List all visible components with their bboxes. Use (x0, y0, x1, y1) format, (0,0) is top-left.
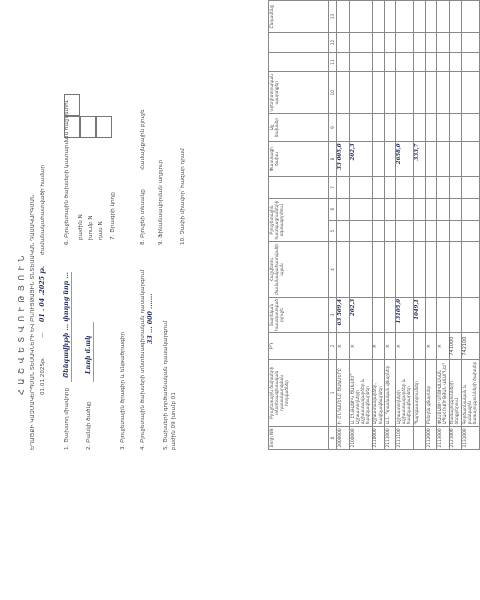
row-cell (337, 198, 350, 220)
row-cell (350, 198, 373, 220)
row-cell (337, 72, 350, 114)
row-cell (449, 33, 461, 53)
row-cell (437, 72, 449, 114)
row-cell (426, 1, 437, 33)
row-cell (426, 242, 437, 297)
table-row (337, 1, 350, 450)
row-cell (350, 72, 373, 114)
row-cell (437, 33, 449, 53)
row-bd: × (437, 333, 449, 360)
row-plan (449, 297, 461, 333)
row-cell (372, 242, 384, 297)
row-fact (437, 142, 449, 177)
row-cell (449, 114, 461, 142)
row-code: 2112000 (426, 426, 437, 449)
field-2-label: 2. Բանկի ծածկը (86, 401, 92, 450)
field-4-value: 33 ․․․ 000 ․․․․․․․ (147, 293, 154, 344)
row-cell (462, 33, 480, 53)
col-num: 1 (329, 359, 337, 426)
expense-table (268, 0, 480, 450)
period-suffix: ժամանակահատվածի համար (40, 165, 46, 255)
column-numbers-row (329, 1, 337, 450)
row-code: 2110000 (372, 426, 384, 449)
row-cell (396, 52, 414, 72)
code-box-3 (96, 116, 112, 138)
row-cell (385, 52, 396, 72)
header-total: Ընդամենը (269, 1, 329, 33)
row-code (414, 426, 426, 449)
header-plan: Տարեկան հաստատված բյուջե (269, 297, 329, 333)
period-sep: — (40, 332, 46, 338)
row-cell (372, 1, 384, 33)
row-cell (437, 177, 449, 199)
col-num: 10 (329, 72, 337, 114)
header-empty-1 (269, 177, 329, 199)
row-fact: 33 005,0 (337, 142, 350, 177)
table-header-row (269, 1, 329, 450)
row-cell (372, 177, 384, 199)
row-cell (396, 242, 414, 297)
row-cell (414, 220, 426, 242)
header-fact: Փաստացի ծախս (269, 142, 329, 177)
row-name: Գործառնական և բանկային ծառայությունների ծախսեր (462, 359, 480, 426)
header-other: Այլ ծախսեր (269, 114, 329, 142)
col-num: 0 (329, 426, 337, 449)
row-cell (350, 242, 373, 297)
row-bd: 741000 (449, 333, 461, 360)
row-cell (385, 242, 396, 297)
row-bd: 742100 (462, 333, 480, 360)
row-bd: × (372, 333, 384, 360)
row-cell (449, 177, 461, 199)
row-cell (426, 52, 437, 72)
row-name: ՓԱՍՏԱՑԻ ՍՈՑԻԱԼԱԿԱՆ ԱՊԱՀՈՎՈՒԹՅԱՆ ՎՃԱՐՆԵՐ (437, 359, 449, 426)
header-bd: ԲԴ (269, 333, 329, 360)
row-name: Ծառայությունների ձեռքբերում (449, 359, 461, 426)
row-cell (385, 177, 396, 199)
row-cell (396, 114, 414, 142)
row-cell (414, 198, 426, 220)
row-cell (372, 198, 384, 220)
row-cell (337, 114, 350, 142)
row-plan: 1049,1 (414, 297, 426, 333)
table-row (372, 1, 384, 450)
col-num: 7 (329, 177, 337, 199)
row-fact (426, 142, 437, 177)
row-code: 2121000 (449, 426, 461, 449)
field-1-underline (71, 272, 72, 382)
field-1-value: Շենգավիթի ․․․ փողոց նոր ․․․ (63, 272, 70, 378)
row-cell (372, 52, 384, 72)
field-6-item-3: դաս N (98, 221, 104, 240)
row-plan (372, 297, 384, 333)
row-cell (385, 72, 396, 114)
header-name: Բյուջետային ծախսերի տնտեսագիտական դասակարգման հոդվածներ (269, 359, 329, 426)
field-5-label: 5. Ծախսերի գործառնական դասակարգում (163, 320, 169, 450)
row-cell (350, 1, 373, 33)
field-6-item-2: խումբ N (88, 215, 94, 240)
row-cell (462, 72, 480, 114)
row-cell (437, 1, 449, 33)
table-row (396, 1, 414, 450)
row-cell (337, 1, 350, 33)
row-cell (414, 242, 426, 297)
field-1-label: 1. Ծախսող միավորը (64, 387, 70, 450)
row-cell (462, 242, 480, 297)
row-name: Բնեղեն վճարներ (426, 359, 437, 426)
row-cell (350, 177, 373, 199)
row-cell (426, 177, 437, 199)
row-cell (385, 198, 396, 220)
field-3-label: 3. Բյուջետային ծրագիր և ենթածրագիր (120, 332, 126, 450)
row-cell (396, 220, 414, 242)
row-plan (437, 297, 449, 333)
row-cell (449, 220, 461, 242)
field-7-label: 7. Ծրագրի կոդը (110, 192, 116, 240)
form-subtitle: ԵՂԱԾՔԻ ԿԱԶՄԱԿԵՐՊՄԱՆ ՏԵՍԱԿՆԵՐԻ ԵՎ ԲՆՈՒՅԹԱՅԻՆ ՏՆՏԵՍԱԿԱՆ ԴԱՍԱԿԱՐԳՄԱՆ (30, 194, 36, 450)
row-cell (414, 52, 426, 72)
row-cell (449, 1, 461, 33)
field-5-value: բաժին 09 խումբ 01 (171, 392, 177, 450)
row-cell (372, 220, 384, 242)
row-code: 2111000 (385, 426, 396, 449)
table-row (414, 1, 426, 450)
row-name: Ա.1. Դրամական վճարներ (385, 359, 396, 426)
row-cell (337, 220, 350, 242)
header-group: Բյուջետային հատկացումների օգտագործում (269, 198, 329, 242)
row-name: Ա. ԸՆԹԱՑԻԿ ԾԱԽՍԵՐ՝ Աշխատողների աշխատավարձեր և հավելավճարներ (350, 359, 373, 426)
row-cell (462, 52, 480, 72)
row-cell (414, 114, 426, 142)
header-empty-3 (269, 33, 329, 53)
row-plan (462, 297, 480, 333)
code-box-1 (64, 116, 80, 138)
col-num: 6 (329, 198, 337, 220)
row-cell (396, 1, 414, 33)
row-name: Աշխատավարձեր, հավելավճարներ (372, 359, 384, 426)
row-name: Աշխատողների աշխատավարձեր և հավելավճարներ (396, 359, 414, 426)
row-bd: × (337, 333, 350, 360)
row-cell (414, 1, 426, 33)
row-cell (396, 72, 414, 114)
col-num: 4 (329, 242, 337, 297)
row-cell (449, 242, 461, 297)
row-cell (462, 220, 480, 242)
row-cell (372, 114, 384, 142)
row-cell (426, 114, 437, 142)
row-fact (385, 142, 396, 177)
row-cell (385, 33, 396, 53)
field-4-label: 4. Բյուջետային ծախսերի տնտեսագիտական դասակարգում (140, 269, 146, 450)
row-bd: × (396, 333, 414, 360)
col-num: 12 (329, 33, 337, 53)
row-cell (449, 198, 461, 220)
row-fact (372, 142, 384, 177)
field-8-label: 8. Բյուջեի տեսակը (140, 189, 146, 245)
row-cell (350, 52, 373, 72)
row-fact: 333,7 (414, 142, 426, 177)
row-cell (437, 242, 449, 297)
field-2-underline (93, 322, 94, 382)
row-cell (350, 114, 373, 142)
row-fact (462, 142, 480, 177)
row-cell (396, 33, 414, 53)
row-cell (350, 33, 373, 53)
row-cell (414, 177, 426, 199)
row-code: 2000000 (337, 426, 350, 449)
col-num: 2 (329, 333, 337, 360)
row-bd (414, 333, 426, 360)
row-cell (462, 114, 480, 142)
col-num: 8 (329, 142, 337, 177)
row-cell (437, 52, 449, 72)
table-row (350, 1, 373, 450)
row-cell (449, 72, 461, 114)
row-cell (437, 220, 449, 242)
period-start: 01.01.2025թ. (40, 357, 46, 395)
row-cell (462, 198, 480, 220)
row-cell (337, 242, 350, 297)
row-fact: 202,3 (350, 142, 373, 177)
table-row (462, 1, 480, 450)
row-cell (414, 72, 426, 114)
row-cell (449, 52, 461, 72)
col-num: 3 (329, 297, 337, 333)
col-num: 11 (329, 52, 337, 72)
row-name: Ի. ԸՆԴԱՄԵՆԸ ԾԱԽՍԵՐԸ (337, 359, 350, 426)
code-box-2 (80, 116, 96, 138)
field-10-label: 10. Չափի միավոր՝ հազար դրամ (180, 148, 186, 245)
row-cell (462, 1, 480, 33)
row-code: 2100000 (350, 426, 373, 449)
row-code: 2131000 (462, 426, 480, 449)
row-cell (337, 33, 350, 53)
header-debt: Կրեդիտորական պարտքեր (269, 72, 329, 114)
row-cell (350, 220, 373, 242)
period-end: 01 . 04 .2025 թ. (39, 265, 46, 322)
row-cell (372, 33, 384, 53)
row-plan: 13105,0 (396, 297, 414, 333)
row-fact: 2658,0 (396, 142, 414, 177)
row-cell (414, 33, 426, 53)
header-planned: Հաշվետու ժամանակահատվածի պլան (269, 242, 329, 297)
row-cell (385, 114, 396, 142)
field-6-label: 6. Բյուջետային ծախսերի կատարման հաշվետու (64, 99, 70, 245)
row-bd: × (350, 333, 373, 360)
row-cell (426, 72, 437, 114)
row-cell (462, 177, 480, 199)
col-num: 13 (329, 1, 337, 33)
col-num: 5 (329, 220, 337, 242)
row-cell (426, 198, 437, 220)
row-cell (396, 198, 414, 220)
row-cell (385, 220, 396, 242)
row-plan: 202,3 (350, 297, 373, 333)
row-plan (385, 297, 396, 333)
code-box-4 (64, 94, 80, 116)
table-row (385, 1, 396, 450)
row-fact (449, 142, 461, 177)
row-cell (337, 177, 350, 199)
row-name: Պարգևատրումներ (414, 359, 426, 426)
row-plan (426, 297, 437, 333)
row-code: 2111100 (396, 426, 414, 449)
col-num: 9 (329, 114, 337, 142)
field-9-label: 9. Ֆինանսավորման աղբյուր (158, 159, 164, 245)
table-row (437, 1, 449, 450)
row-cell (372, 72, 384, 114)
row-cell (426, 220, 437, 242)
header-code: Տողի NN (269, 426, 329, 449)
row-code: 2113000 (437, 426, 449, 449)
table-row (449, 1, 461, 450)
row-cell (385, 1, 396, 33)
row-cell (337, 52, 350, 72)
form-title: Հ Ա Շ Վ Ե Տ Վ Ո Ւ Թ Յ Ո Ւ Ն (17, 254, 26, 395)
row-plan: 63 509,4 (337, 297, 350, 333)
row-cell (437, 114, 449, 142)
field-6-item-1: բաժին N (78, 214, 84, 240)
row-cell (396, 177, 414, 199)
row-bd: × (385, 333, 396, 360)
table-row (426, 1, 437, 450)
row-bd: × (426, 333, 437, 360)
row-cell (426, 33, 437, 53)
field-2-value: Լոռի մ․ակ (85, 335, 92, 374)
header-empty-2 (269, 52, 329, 72)
row-cell (437, 198, 449, 220)
field-8-value: Համայնքային բյուջե (140, 109, 146, 170)
